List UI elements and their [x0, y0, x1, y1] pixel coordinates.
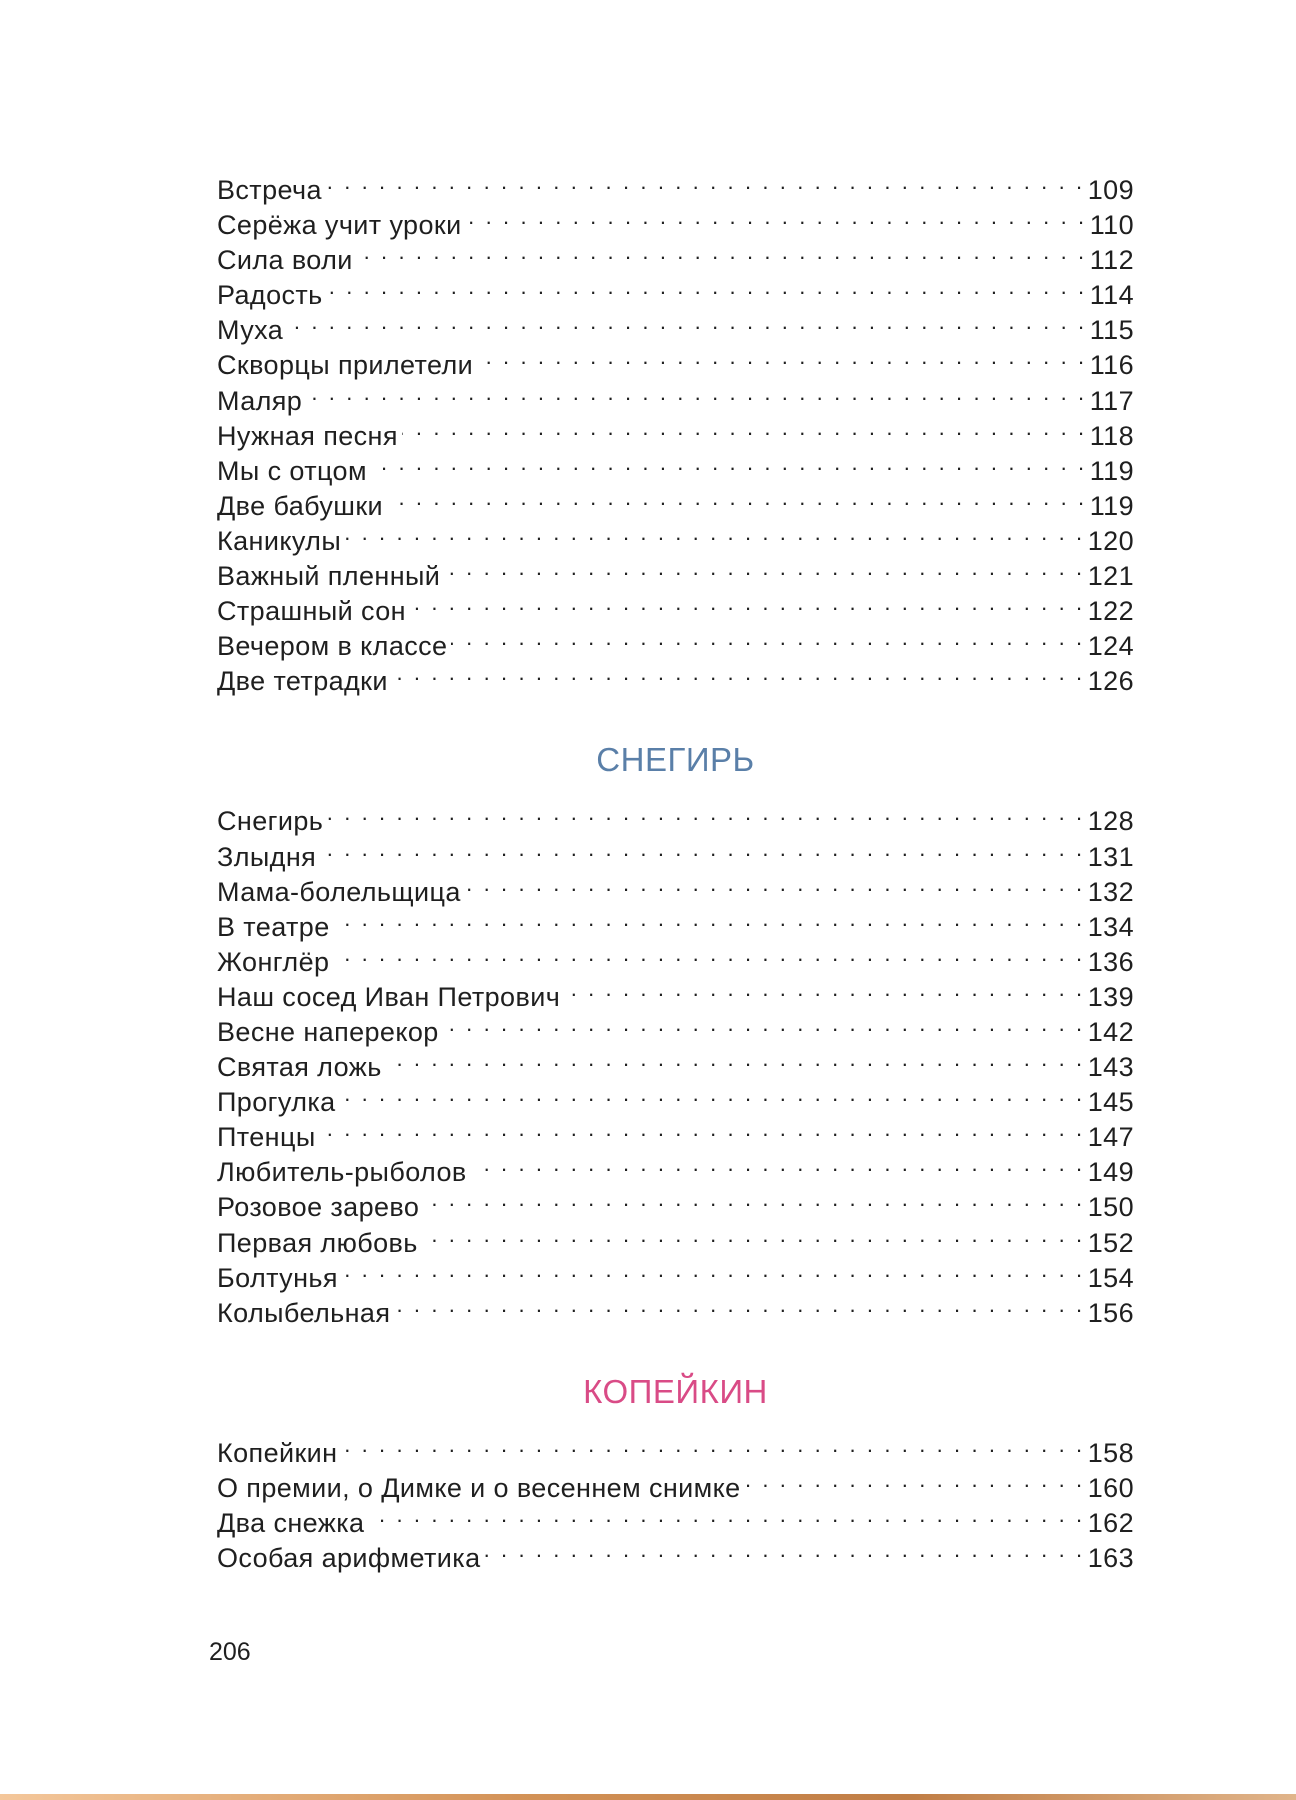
entry-page-number: 121 — [1087, 561, 1134, 592]
section-spacer — [217, 781, 1134, 795]
entry-title: Весне наперекор — [217, 1016, 439, 1047]
entry-page-number: 143 — [1087, 1052, 1134, 1083]
toc-entry[interactable] — [217, 1146, 1134, 1188]
dot-leader — [387, 480, 1087, 515]
entry-title: Серёжа учит уроки — [217, 210, 462, 241]
entry-page-number: 124 — [1087, 631, 1134, 662]
entry-title: Две бабушки — [217, 490, 384, 521]
dot-leader — [342, 1252, 1085, 1287]
entry-page-number: 162 — [1087, 1508, 1134, 1538]
dot-leader — [327, 795, 1085, 830]
page-number: 206 — [209, 1638, 251, 1666]
entry-title: Сила воли — [217, 245, 353, 276]
entry-title: О премии, о Димке и о весеннем снимке — [217, 1472, 741, 1503]
toc-entry[interactable] — [217, 269, 1134, 311]
dot-leader — [327, 269, 1087, 304]
dot-leader — [340, 1076, 1085, 1111]
entry-page-number: 142 — [1087, 1016, 1134, 1047]
entry-page-number: 126 — [1087, 666, 1134, 697]
dot-leader — [477, 339, 1087, 374]
section-spacer — [217, 1413, 1134, 1427]
dot-leader — [485, 1532, 1085, 1567]
entry-title: Мы с отцом — [217, 455, 367, 486]
dot-leader — [451, 620, 1084, 655]
toc-section-2-entries — [217, 795, 1134, 1328]
toc-entry[interactable] — [217, 1076, 1134, 1118]
page-edge — [0, 1794, 1296, 1800]
dot-leader — [345, 515, 1085, 550]
section-heading-snegir: СНЕГИРЬ — [596, 741, 755, 779]
section-heading-kopeykin: КОПЕЙКИН — [583, 1372, 768, 1410]
entry-title: Вечером в классе — [217, 631, 448, 662]
entry-page-number: 116 — [1089, 350, 1134, 381]
entry-page-number: 145 — [1087, 1087, 1134, 1118]
entry-page-number: 152 — [1087, 1227, 1134, 1258]
toc-entry[interactable] — [217, 339, 1134, 381]
toc-entry[interactable] — [217, 199, 1134, 241]
entry-title: Жонглёр — [217, 946, 330, 977]
dot-leader — [386, 1041, 1085, 1076]
entry-page-number: 119 — [1089, 490, 1134, 521]
entry-title: Прогулка — [217, 1087, 336, 1118]
entry-title: Птенцы — [217, 1122, 316, 1153]
dot-leader — [422, 1217, 1085, 1252]
entry-page-number: 139 — [1087, 981, 1134, 1012]
entry-title: Мама-болельщица — [217, 876, 461, 907]
entry-title: Розовое зарево — [217, 1192, 420, 1223]
entry-page-number: 119 — [1089, 455, 1134, 486]
dot-leader — [394, 1287, 1084, 1322]
toc-entry[interactable] — [217, 515, 1134, 556]
toc-entry[interactable] — [217, 971, 1134, 1012]
entry-page-number: 136 — [1087, 946, 1134, 977]
dot-leader — [402, 410, 1087, 445]
dot-leader — [368, 1497, 1084, 1532]
dot-leader — [465, 866, 1085, 901]
entry-page-number: 132 — [1087, 876, 1134, 907]
entry-title: Важный пленный — [217, 561, 441, 592]
toc-section-1-entries — [217, 164, 1134, 697]
dot-leader — [444, 550, 1084, 585]
dot-leader — [471, 1146, 1085, 1181]
entry-title: Скворцы прилетели — [217, 350, 474, 381]
dot-leader — [443, 1006, 1085, 1041]
dot-leader — [287, 304, 1087, 339]
entry-title: Первая любовь — [217, 1227, 418, 1258]
toc-entry[interactable] — [217, 1427, 1134, 1468]
entry-title: Радость — [217, 280, 323, 311]
dot-leader — [306, 375, 1087, 410]
toc-entry[interactable] — [217, 831, 1134, 872]
dot-leader — [333, 936, 1084, 971]
toc-entry[interactable] — [217, 304, 1134, 346]
entry-page-number: 110 — [1089, 210, 1134, 241]
dot-leader — [423, 1181, 1084, 1216]
entry-title: Каникулы — [217, 525, 342, 556]
entry-title: Копейкин — [217, 1437, 338, 1468]
toc-entry[interactable] — [217, 1462, 1134, 1503]
table-of-contents — [217, 164, 1134, 1574]
entry-page-number: 117 — [1089, 385, 1134, 416]
dot-leader — [466, 199, 1087, 234]
entry-page-number: 160 — [1087, 1472, 1134, 1503]
toc-entry[interactable] — [217, 795, 1134, 837]
entry-title: Наш сосед Иван Петрович — [217, 981, 561, 1012]
entry-page-number: 156 — [1087, 1297, 1134, 1328]
entry-title: Маляр — [217, 385, 303, 416]
entry-title: Любитель-рыболов — [217, 1157, 467, 1188]
entry-page-number: 158 — [1087, 1437, 1134, 1468]
entry-page-number: 149 — [1087, 1157, 1134, 1188]
dot-leader — [410, 585, 1085, 620]
entry-page-number: 163 — [1087, 1543, 1134, 1574]
toc-entry[interactable] — [217, 550, 1134, 592]
entry-title: Страшный сон — [217, 596, 406, 627]
dot-leader — [745, 1462, 1085, 1497]
entry-title: Особая арифметика — [217, 1543, 481, 1574]
entry-page-number: 131 — [1087, 841, 1134, 872]
entry-title: Снегирь — [217, 806, 324, 837]
toc-entry[interactable] — [217, 936, 1134, 977]
entry-page-number: 122 — [1087, 596, 1134, 627]
entry-page-number: 109 — [1087, 175, 1134, 205]
toc-entry[interactable] — [217, 164, 1134, 205]
entry-title: Святая ложь — [217, 1052, 382, 1083]
entry-page-number: 150 — [1087, 1192, 1134, 1223]
toc-entry[interactable] — [217, 1111, 1134, 1153]
entry-page-number: 114 — [1089, 280, 1134, 311]
dot-leader — [320, 1111, 1085, 1146]
toc-entry[interactable] — [217, 901, 1134, 942]
toc-entry[interactable] — [217, 1252, 1134, 1293]
entry-page-number: 128 — [1087, 806, 1134, 837]
dot-leader — [564, 971, 1085, 1006]
toc-entry[interactable] — [217, 375, 1134, 416]
entry-title: Болтунья — [217, 1262, 338, 1293]
entry-title: Нужная песня — [217, 420, 398, 451]
entry-page-number: 112 — [1089, 245, 1134, 276]
entry-title: В театре — [217, 911, 330, 942]
entry-title: Две тетрадки — [217, 666, 388, 697]
toc-entry[interactable] — [217, 1287, 1134, 1328]
dot-leader — [320, 831, 1085, 866]
toc-entry[interactable] — [217, 866, 1134, 907]
entry-page-number: 115 — [1089, 315, 1134, 346]
entry-page-number: 134 — [1087, 911, 1134, 942]
dot-leader — [357, 234, 1087, 269]
entry-page-number: 120 — [1087, 525, 1134, 556]
dot-leader — [334, 901, 1085, 936]
entry-page-number: 118 — [1089, 420, 1134, 451]
entry-title: Колыбельная — [217, 1297, 391, 1328]
entry-title: Два снежка — [217, 1508, 365, 1538]
entry-title: Встреча — [217, 175, 322, 205]
dot-leader — [341, 1427, 1084, 1462]
entry-title: Злыдня — [217, 841, 317, 872]
entry-page-number: 147 — [1087, 1122, 1134, 1153]
dot-leader — [371, 445, 1087, 480]
entry-page-number: 154 — [1087, 1262, 1134, 1293]
entry-title: Муха — [217, 315, 284, 346]
dot-leader — [326, 164, 1085, 199]
dot-leader — [392, 655, 1085, 690]
toc-entry[interactable] — [217, 410, 1134, 451]
toc-section-3-entries — [217, 1427, 1134, 1574]
